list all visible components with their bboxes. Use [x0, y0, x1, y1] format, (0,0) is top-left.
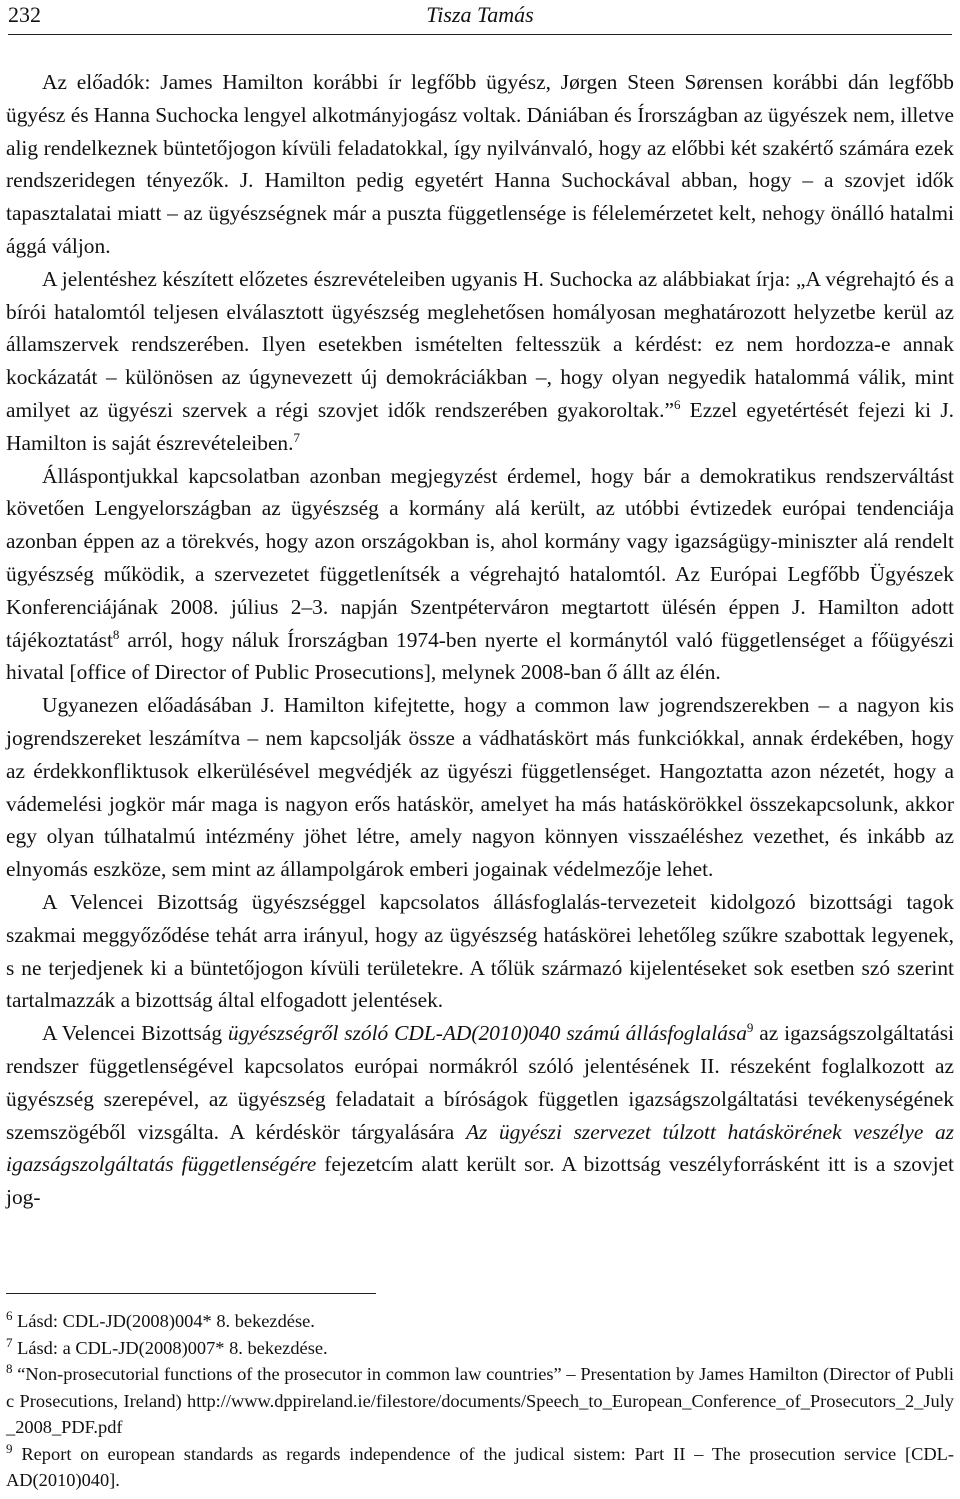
body-text [6, 66, 954, 1214]
footnote-6: $^6$ Lásd: CDL-JD(2008)004* 8. bekezdése. [6, 1307, 315, 1331]
italic-title-2: Az ügyészi szervezet túlzott hatáskörének veszélye az igazságszolgáltatás függetlenségére [6, 1119, 954, 1177]
footnote-ref-8: 8 [112, 626, 120, 642]
footnotes [6, 1308, 954, 1494]
paragraph-2: A jelentéshez készített előzetes észrevételeiben ugyanis H. Suchocka az alábbiakat írja: „A végrehajtó és a bírói hatalomtól teljesen elválasztott ügyészség meglehetősen homályosan meghatározott helyzetbe kerül az államszervek rendszerében. Ilyen esetekben ismételten feltesszük a kérdést: ez nem hordozza-e annak kockázatát – különösen az úgynevezett új demokráciákban –, hogy olyan negyedik hatalommá válik, mint amilyet az ügyészi szervek a régi szovjet idők rendszerében gyakoroltak.”$^6$ Ezzel egyetértését fejezi ki J. Hamilton is saját észrevételeiben.$^7$ [6, 266, 954, 455]
footnote-7: $^7$ Lásd: a CDL-JD(2008)007* 8. bekezdése. [6, 1334, 328, 1358]
page-number: 232 [8, 2, 41, 27]
paragraph-5: A Velencei Bizottság ügyészséggel kapcsolatos állásfoglalás-tervezeteit kidolgozó bizottsági tagok szakmai meggyőződése tehát arra irányul, hogy az ügyészség hatáskörei lehetőleg szűkre szabottak legyenek, s ne terjedjenek ki a büntetőjogon kívüli területekre. A tőlük származó kijelentéseket sok esetben szó szerint tartalmazzák a bizottság által elfogadott jelentések. [6, 889, 954, 1013]
italic-title-1: ügyészségről szóló CDL-AD(2010)040 számú állásfoglalása [227, 1021, 747, 1046]
footnote-8: $^8$ “Non-prosecutorial functions of the prosecutor in common law countries” – Presentation by James Hamilton (Director of Public Prosecutions, Ireland) http://www.dppireland.ie/filestore/documents/Speech_to_European_Conference_of_Prosecutors_2_July_2008_PDF.pdf [6, 1360, 954, 1437]
paragraph-3: Álláspontjukkal kapcsolatban azonban megjegyzést érdemel, hogy bár a demokratikus rendszerváltást követően Lengyelországban az ügyészség a kormány alá került, az utóbbi évtizedek európai tendenciája azonban éppen az a törekvés, hogy azon országokban is, ahol kormány vagy igazságügy-miniszter alá rendelt ügyészség működik, a szervezetet függetlenítsék a végrehajtó hatalomtól. Az Európai Legfőbb Ügyészek Konferenciájának 2008. július 2–3. napján Szentpéterváron megtartott ülésén éppen J. Hamilton adott tájékoztatást$^8$ arról, hogy náluk Írországban 1974-ben nyerte el kormánytól való függetlenséget a főügyészi hivatal [office of Director of Public Prosecutions], melynek 2008-ban ő állt az élén. [6, 463, 954, 685]
footnote-ref-9: 9 [746, 1019, 754, 1035]
running-title: Tisza Tamás [426, 2, 534, 27]
page-header [8, 0, 952, 35]
footnote-ref-7: 7 [293, 429, 300, 445]
footnote-9: $^9$ Report on european standards as regards independence of the judical sistem: Part II – The prosecution service [CDL-AD(2010)040]. [6, 1440, 954, 1490]
paragraph-6: A Velencei Bizottság ügyészségről szóló CDL-AD(2010)040 számú állásfoglalása$^9$ az igazságszolgáltatási rendszer függetlenségével kapcsolatos európai normákról szóló jelentésének II. részeként foglalkozott az ügyészség szerepével, az ügyészség feladatait a bíróságok független igazságszolgáltatási tevékenységének szemszögéből vizsgálta. A kérdéskör tárgyalására Az ügyészi szervezet túlzott hatáskörének veszélye az igazságszolgáltatás függetlenségére fejezetcím alatt került sor. A bizottság veszélyforrásként itt is a szovjet jog- [6, 1019, 955, 1210]
paragraph-4: Ugyanezen előadásában J. Hamilton kifejtette, hogy a common law jogrendszerekben – a nagyon kis jogrendszereket leszámítva – nem kapcsolják össze a vádhatáskört más funkciókkal, annak érdekében, hogy az érdekkonfliktusok elkerülésével megvédjék az ügyészi függetlenséget. Hangoztatta azon nézetét, hogy a vádemelési jogkör már maga is nagyon erős hatáskör, amelyet ha más hatáskörökkel összekapcsolunk, akkor egy olyan túlhatalmú intézmény jöhet létre, amely nagyon könnyen visszaéléshez vezethet, és inkább az elnyomás eszköze, sem mint az állampolgárok emberi jogainak védelmezője lehet. [6, 693, 954, 882]
paragraph-1: Az előadók: James Hamilton korábbi ír legfőbb ügyész, Jørgen Steen Sørensen korábbi dán legfőbb ügyész és Hanna Suchocka lengyel alkotmányjogász voltak. Dániában és Írországban az ügyészek nem, illetve alig rendelkeznek büntetőjogon kívüli feladatokkal, így nyilvánvaló, hogy az előbbi két szakértő számára ezek rendszeridegen tényezők. J. Hamilton pedig egyetért Hanna Suchockával abban, hogy – a szovjet idők tapasztalatai miatt – az ügyészségnek már a puszta függetlensége is félelemérzetet kelt, nehogy önálló hatalmi ággá váljon. [6, 70, 954, 258]
footnote-separator [6, 1293, 376, 1294]
footnote-ref-6: 6 [673, 396, 681, 412]
